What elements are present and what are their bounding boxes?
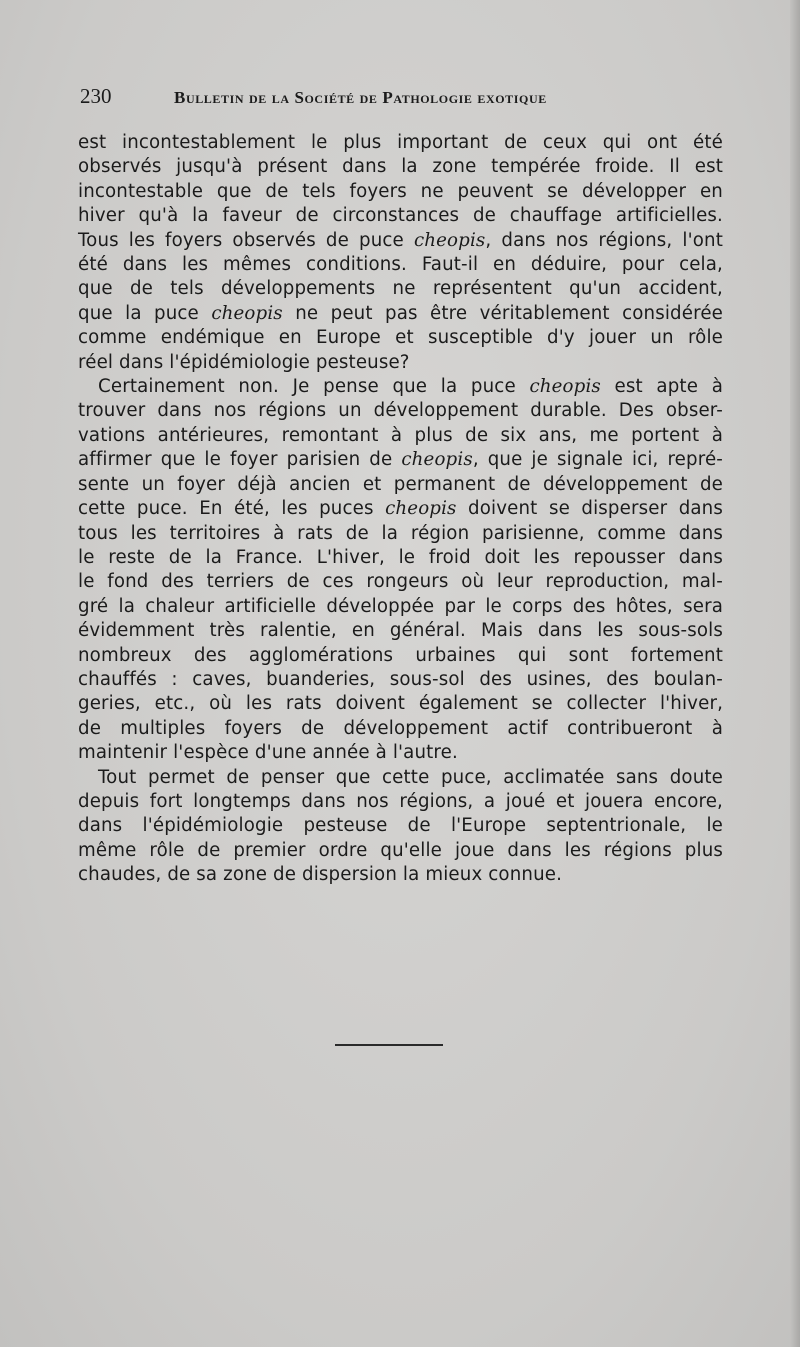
text-line: sente un foyer déjà ancien et permanent de développement de <box>78 473 723 495</box>
page-header <box>80 84 720 114</box>
text-line: le reste de la France. L'hiver, le froid doit les repousser dans <box>78 546 723 568</box>
text-line: observés jusqu'à présent dans la zone tempérée froide. Il est <box>78 156 723 178</box>
text-line: de multiples foyers de développement actif contribueront à <box>78 717 723 739</box>
text-line: vations antérieures, remontant à plus de six ans, me portent à <box>78 424 723 446</box>
text-line: chauffés : caves, buanderies, sous-sol des usines, des boulan- <box>78 668 723 690</box>
text-line: incontestable que de tels foyers ne peuvent se développer en <box>78 180 723 202</box>
species-name: cheopis <box>211 302 283 324</box>
text-line: Certainement non. Je pense que la puce cheopis est apte à <box>98 376 723 398</box>
page-edge-shadow <box>790 0 800 1347</box>
paragraph-3 <box>78 766 723 888</box>
species-name: cheopis <box>401 449 473 471</box>
text-line: évidemment très ralentie, en général. Mais dans les sous-sols <box>78 620 723 642</box>
article-body <box>78 131 723 888</box>
species-name: cheopis <box>529 376 601 398</box>
text-line: tous les territoires à rats de la région parisienne, comme dans <box>78 522 723 544</box>
text-line: Tout permet de penser que cette puce, acclimatée sans doute <box>98 766 723 788</box>
end-rule-divider <box>335 1044 443 1046</box>
text-line: comme endémique en Europe et susceptible d'y jouer un rôle <box>78 327 723 349</box>
paragraph-2 <box>78 375 723 766</box>
text-line: chaudes, de sa zone de dispersion la mieux connue. <box>78 864 563 886</box>
text-line: Tous les foyers observés de puce cheopis, dans nos régions, l'ont <box>78 229 723 251</box>
text-line: que la puce cheopis ne peut pas être véritablement considérée <box>78 302 723 324</box>
text-line: depuis fort longtemps dans nos régions, a joué et jouera encore, <box>78 790 723 812</box>
text-line: maintenir l'espèce d'une année à l'autre. <box>78 742 458 764</box>
page-number: 230 <box>80 84 112 108</box>
text-line: trouver dans nos régions un développement durable. Des obser- <box>78 400 723 422</box>
text-line: réel dans l'épidémiologie pesteuse? <box>78 351 410 373</box>
text-line: hiver qu'à la faveur de circonstances de chauffage artificielles. <box>78 205 723 227</box>
species-name: cheopis <box>413 229 486 251</box>
text-line: que de tels développements ne représentent qu'un accident, <box>78 278 723 300</box>
text-line: affirmer que le foyer parisien de cheopis, que je signale ici, repré- <box>78 449 723 471</box>
running-title: Bulletin de la Société de Pathologie exotique <box>174 88 547 107</box>
text-line: cette puce. En été, les puces cheopis doivent se disperser dans <box>78 498 723 520</box>
text-line: même rôle de premier ordre qu'elle joue dans les régions plus <box>78 839 723 861</box>
paragraph-1 <box>78 131 723 375</box>
text-line: été dans les mêmes conditions. Faut-il en déduire, pour cela, <box>78 254 723 276</box>
text-line: est incontestablement le plus important de ceux qui ont été <box>78 132 723 153</box>
text-line: le fond des terriers de ces rongeurs où leur reproduction, mal- <box>78 571 723 593</box>
text-line: gré la chaleur artificielle développée par le corps des hôtes, sera <box>78 595 723 617</box>
text-line: geries, etc., où les rats doivent également se collecter l'hiver, <box>78 693 723 715</box>
species-name: cheopis <box>385 498 457 520</box>
text-line: dans l'épidémiologie pesteuse de l'Europe septentrionale, le <box>78 815 723 837</box>
text-line: nombreux des agglomérations urbaines qui sont fortement <box>78 644 723 666</box>
